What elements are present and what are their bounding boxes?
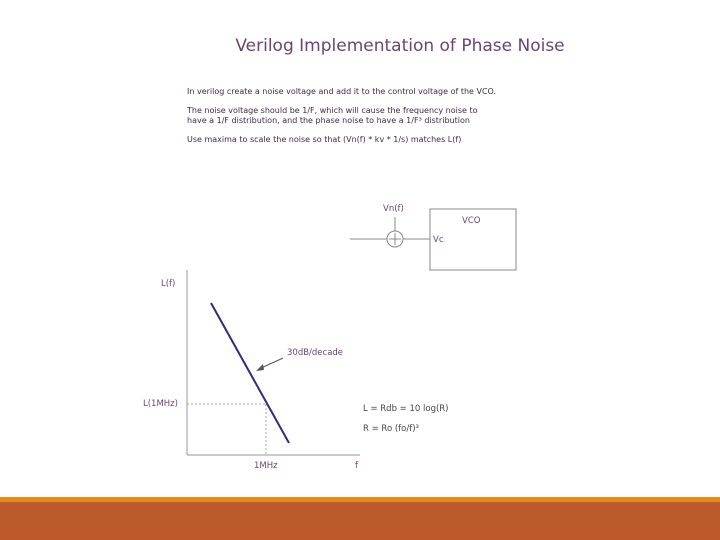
reference-level-label: L(1MHz) xyxy=(143,399,178,409)
reference-freq-label: 1MHz xyxy=(254,461,278,471)
slope-annotation-arrowhead xyxy=(256,364,264,371)
control-input-label: Vc xyxy=(433,235,444,245)
x-axis-label: f xyxy=(355,461,358,471)
phase-noise-curve xyxy=(211,303,289,443)
equation-decibel: L = Rdb = 10 log(R) xyxy=(363,404,449,414)
vco-label: VCO xyxy=(462,216,481,226)
slope-annotation: 30dB/decade xyxy=(287,348,344,358)
y-axis-label: L(f) xyxy=(161,279,176,289)
paragraph-maxima-scaling: Use maxima to scale the noise so that (Vn(f) * kv * 1/s) matches L(f) xyxy=(187,135,462,144)
slide-title: Verilog Implementation of Phase Noise xyxy=(235,36,565,56)
paragraph-distribution: The noise voltage should be 1/F, which will cause the frequency noise to have a 1/F distribution, and the phase noise to have a 1/F³ distribution xyxy=(187,106,478,125)
equation-ratio: R = Ro (fo/f)³ xyxy=(363,424,419,434)
footer-band xyxy=(0,502,720,540)
noise-source-label: Vn(f) xyxy=(383,204,404,214)
paragraph-noise-voltage: In verilog create a noise voltage and add it to the control voltage of the VCO. xyxy=(187,87,497,96)
